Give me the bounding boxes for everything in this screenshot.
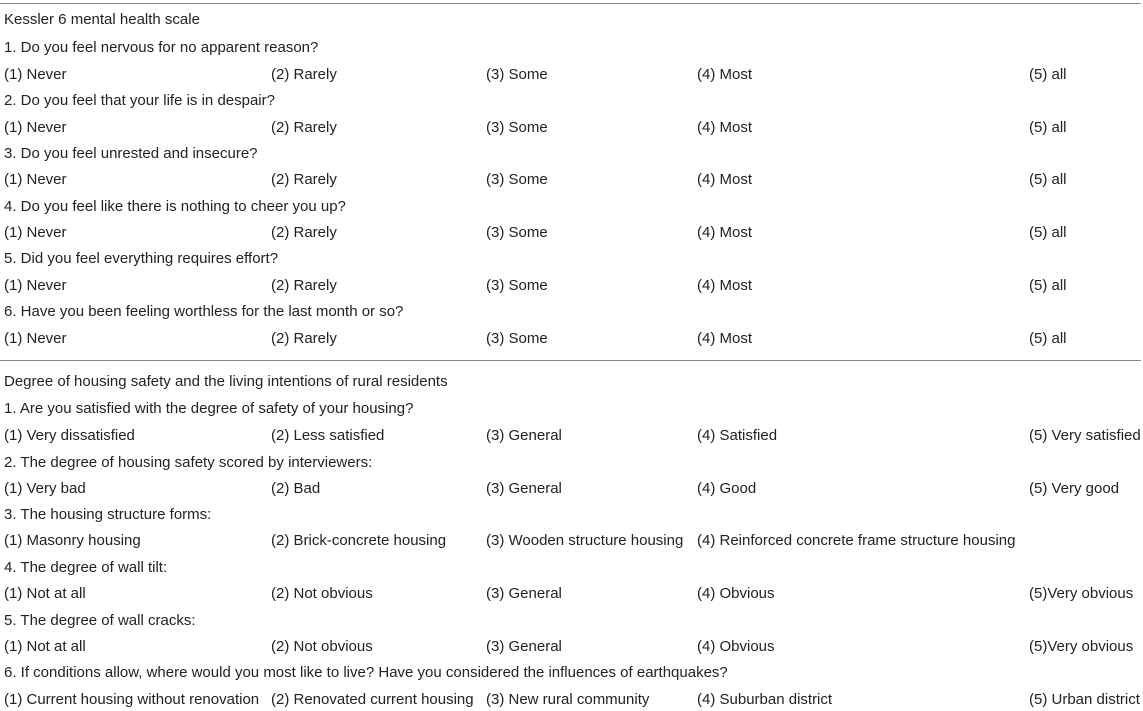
question-h2: 2. The degree of housing safety scored by interviewers: bbox=[4, 454, 373, 471]
option: (3) General bbox=[486, 585, 562, 602]
option: (4) Reinforced concrete frame structure housing bbox=[697, 532, 1016, 549]
option: (5)Very obvious bbox=[1029, 638, 1134, 655]
option: (4) Most bbox=[697, 119, 753, 136]
option: (5) all bbox=[1029, 330, 1067, 347]
option: (2) Not obvious bbox=[271, 638, 373, 655]
option: (5) Very satisfied bbox=[1029, 427, 1141, 444]
option: (3) General bbox=[486, 480, 562, 497]
option: (3) Some bbox=[486, 277, 548, 294]
option: (2) Bad bbox=[271, 480, 321, 497]
option: (1) Masonry housing bbox=[4, 532, 141, 549]
option: (1) Never bbox=[4, 171, 67, 188]
question-k2: 2. Do you feel that your life is in despair? bbox=[4, 92, 275, 109]
option: (1) Not at all bbox=[4, 585, 86, 602]
option: (5) all bbox=[1029, 171, 1067, 188]
option: (5) all bbox=[1029, 224, 1067, 241]
option: (2) Rarely bbox=[271, 277, 337, 294]
option: (3) New rural community bbox=[486, 691, 650, 708]
option: (4) Most bbox=[697, 66, 753, 83]
option: (3) Some bbox=[486, 119, 548, 136]
question-h5: 5. The degree of wall cracks: bbox=[4, 612, 196, 629]
question-h1: 1. Are you satisfied with the degree of safety of your housing? bbox=[4, 400, 414, 417]
option: (1) Never bbox=[4, 66, 67, 83]
section-title-housing: Degree of housing safety and the living intentions of rural residents bbox=[4, 373, 448, 390]
option: (3) Wooden structure housing bbox=[486, 532, 684, 549]
question-k3: 3. Do you feel unrested and insecure? bbox=[4, 145, 258, 162]
option: (3) Some bbox=[486, 330, 548, 347]
option: (3) Some bbox=[486, 66, 548, 83]
option: (1) Never bbox=[4, 330, 67, 347]
option: (4) Good bbox=[697, 480, 757, 497]
option: (1) Not at all bbox=[4, 638, 86, 655]
option: (5) Very good bbox=[1029, 480, 1120, 497]
question-k6: 6. Have you been feeling worthless for the last month or so? bbox=[4, 303, 404, 320]
section-divider-rule bbox=[0, 360, 1141, 361]
option: (2) Not obvious bbox=[271, 585, 373, 602]
option: (1) Very bad bbox=[4, 480, 86, 497]
question-k5: 5. Did you feel everything requires effort? bbox=[4, 250, 279, 267]
option: (2) Rarely bbox=[271, 66, 337, 83]
option: (2) Rarely bbox=[271, 171, 337, 188]
option: (2) Less satisfied bbox=[271, 427, 385, 444]
option: (3) Some bbox=[486, 224, 548, 241]
question-h3: 3. The housing structure forms: bbox=[4, 506, 212, 523]
option: (3) General bbox=[486, 427, 562, 444]
question-h6: 6. If conditions allow, where would you most like to live? Have you considered the influences of earthquakes? bbox=[4, 664, 728, 681]
option: (2) Rarely bbox=[271, 119, 337, 136]
option: (1) Never bbox=[4, 119, 67, 136]
question-k4: 4. Do you feel like there is nothing to cheer you up? bbox=[4, 198, 346, 215]
option: (2) Brick-concrete housing bbox=[271, 532, 447, 549]
question-h4: 4. The degree of wall tilt: bbox=[4, 559, 168, 576]
option: (4) Obvious bbox=[697, 638, 775, 655]
option: (4) Most bbox=[697, 277, 753, 294]
option: (2) Rarely bbox=[271, 224, 337, 241]
question-k1: 1. Do you feel nervous for no apparent reason? bbox=[4, 39, 319, 56]
option: (5) all bbox=[1029, 277, 1067, 294]
option: (1) Very dissatisfied bbox=[4, 427, 135, 444]
option: (4) Most bbox=[697, 224, 753, 241]
section-title-kessler: Kessler 6 mental health scale bbox=[4, 11, 200, 28]
table-top-rule bbox=[0, 3, 1141, 4]
option: (1) Never bbox=[4, 224, 67, 241]
option: (5) all bbox=[1029, 66, 1067, 83]
option: (3) Some bbox=[486, 171, 548, 188]
option: (4) Most bbox=[697, 330, 753, 347]
option: (1) Current housing without renovation bbox=[4, 691, 260, 708]
option: (5)Very obvious bbox=[1029, 585, 1134, 602]
option: (4) Obvious bbox=[697, 585, 775, 602]
option: (2) Renovated current housing bbox=[271, 691, 474, 708]
option: (5) Urban district bbox=[1029, 691, 1140, 708]
option: (4) Suburban district bbox=[697, 691, 833, 708]
option: (4) Satisfied bbox=[697, 427, 778, 444]
option: (4) Most bbox=[697, 171, 753, 188]
option: (5) all bbox=[1029, 119, 1067, 136]
option: (1) Never bbox=[4, 277, 67, 294]
option: (2) Rarely bbox=[271, 330, 337, 347]
option: (3) General bbox=[486, 638, 562, 655]
